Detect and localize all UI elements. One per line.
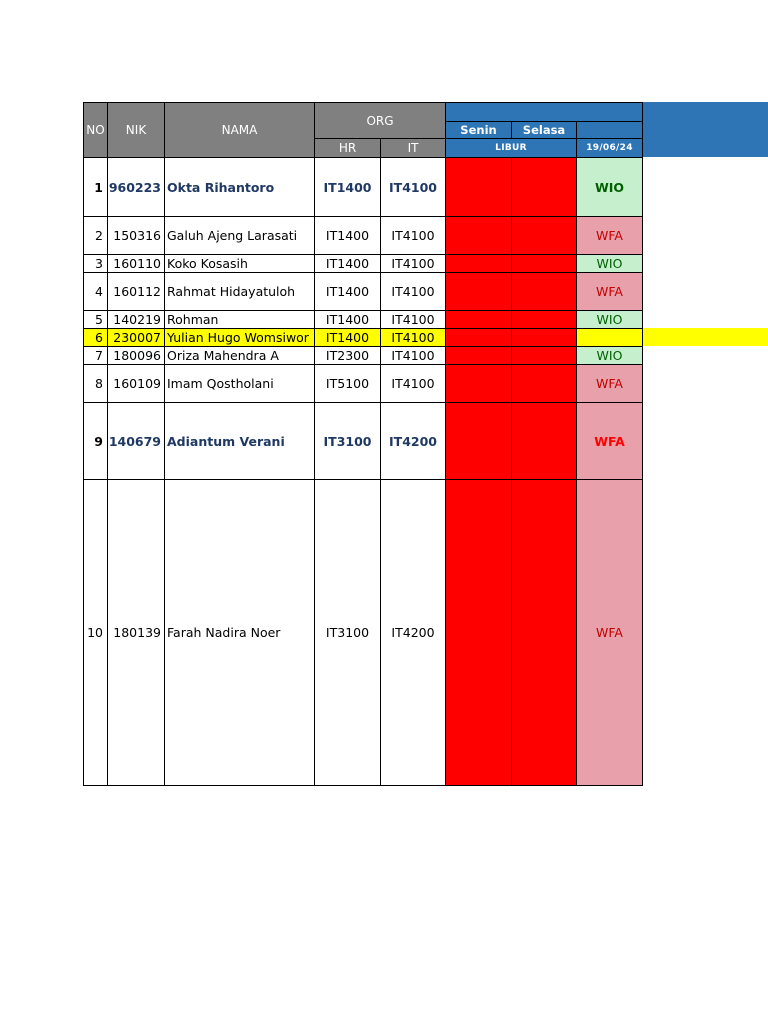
cell-it: IT4100	[381, 273, 446, 311]
cell-holiday-selasa	[512, 217, 577, 255]
cell-holiday-senin	[446, 347, 512, 365]
cell-nik: 180139	[108, 480, 165, 786]
header-libur: LIBUR	[446, 139, 577, 158]
header-org: ORG	[315, 103, 446, 139]
header-day-senin: Senin	[446, 122, 512, 139]
cell-no: 6	[84, 329, 108, 347]
header-no: NO	[84, 103, 108, 158]
cell-no: 8	[84, 365, 108, 403]
cell-nama: Adiantum Verani	[165, 403, 315, 480]
cell-holiday-selasa	[512, 255, 577, 273]
cell-it: IT4200	[381, 403, 446, 480]
cell-hr: IT1400	[315, 311, 381, 329]
cell-it: IT4100	[381, 158, 446, 217]
cell-nik: 230007	[108, 329, 165, 347]
cell-holiday-senin	[446, 365, 512, 403]
cell-status: WFA	[577, 403, 643, 480]
attendance-table	[83, 102, 643, 786]
cell-status: WFA	[577, 273, 643, 311]
table-row	[84, 365, 643, 403]
cell-hr: IT1400	[315, 329, 381, 347]
cell-status: WFA	[577, 365, 643, 403]
table-row	[84, 311, 643, 329]
header-nik: NIK	[108, 103, 165, 158]
cell-no: 9	[84, 403, 108, 480]
cell-no: 4	[84, 273, 108, 311]
cell-holiday-selasa	[512, 311, 577, 329]
cell-status	[577, 329, 643, 347]
cell-nik: 140219	[108, 311, 165, 329]
cell-holiday-selasa	[512, 273, 577, 311]
cell-nama: Okta Rihantoro	[165, 158, 315, 217]
table-row	[84, 255, 643, 273]
header-day-selasa: Selasa	[512, 122, 577, 139]
cell-it: IT4100	[381, 311, 446, 329]
cell-holiday-selasa	[512, 403, 577, 480]
cell-nama: Koko Kosasih	[165, 255, 315, 273]
cell-nama: Rohman	[165, 311, 315, 329]
cell-holiday-selasa	[512, 365, 577, 403]
cell-it: IT4100	[381, 255, 446, 273]
cell-hr: IT1400	[315, 273, 381, 311]
cell-holiday-senin	[446, 273, 512, 311]
table-row	[84, 480, 643, 786]
cell-hr: IT5100	[315, 365, 381, 403]
cell-no: 10	[84, 480, 108, 786]
cell-no: 1	[84, 158, 108, 217]
cell-hr: IT3100	[315, 480, 381, 786]
cell-holiday-selasa	[512, 329, 577, 347]
header-nama: NAMA	[165, 103, 315, 158]
table-row	[84, 273, 643, 311]
table-row	[84, 329, 643, 347]
cell-holiday-senin	[446, 329, 512, 347]
cell-holiday-senin	[446, 158, 512, 217]
cell-status: WFA	[577, 217, 643, 255]
cell-it: IT4100	[381, 329, 446, 347]
cell-hr: IT3100	[315, 403, 381, 480]
cell-hr: IT1400	[315, 255, 381, 273]
cell-holiday-senin	[446, 255, 512, 273]
cell-hr: IT2300	[315, 347, 381, 365]
cell-nama: Farah Nadira Noer	[165, 480, 315, 786]
table-row	[84, 347, 643, 365]
cell-nik: 160109	[108, 365, 165, 403]
cell-nik: 140679	[108, 403, 165, 480]
cell-no: 5	[84, 311, 108, 329]
table-row	[84, 158, 643, 217]
header-row-1	[84, 103, 643, 122]
cell-status: WIO	[577, 347, 643, 365]
header-date: 19/06/24	[577, 139, 643, 158]
table-row	[84, 403, 643, 480]
cell-status: WFA	[577, 480, 643, 786]
header-hr: HR	[315, 139, 381, 158]
cell-hr: IT1400	[315, 158, 381, 217]
cell-status: WIO	[577, 255, 643, 273]
cell-nama: Rahmat Hidayatuloh	[165, 273, 315, 311]
row-highlight-extension	[641, 328, 768, 346]
cell-no: 2	[84, 217, 108, 255]
cell-nik: 960223	[108, 158, 165, 217]
cell-no: 3	[84, 255, 108, 273]
cell-no: 7	[84, 347, 108, 365]
cell-it: IT4100	[381, 347, 446, 365]
cell-status: WIO	[577, 158, 643, 217]
cell-nama: Galuh Ajeng Larasati	[165, 217, 315, 255]
cell-nik: 180096	[108, 347, 165, 365]
cell-status: WIO	[577, 311, 643, 329]
cell-holiday-senin	[446, 480, 512, 786]
cell-nama: Imam Qostholani	[165, 365, 315, 403]
cell-holiday-senin	[446, 311, 512, 329]
cell-nama: Yulian Hugo Womsiwor	[165, 329, 315, 347]
header-week-band	[446, 103, 643, 122]
table-row	[84, 217, 643, 255]
cell-hr: IT1400	[315, 217, 381, 255]
cell-holiday-senin	[446, 403, 512, 480]
cell-holiday-selasa	[512, 347, 577, 365]
header-extension-band	[641, 102, 768, 157]
cell-nama: Oriza Mahendra A	[165, 347, 315, 365]
cell-holiday-senin	[446, 217, 512, 255]
cell-nik: 160112	[108, 273, 165, 311]
cell-nik: 160110	[108, 255, 165, 273]
cell-it: IT4100	[381, 365, 446, 403]
header-day-3	[577, 122, 643, 139]
header-it: IT	[381, 139, 446, 158]
cell-holiday-selasa	[512, 480, 577, 786]
cell-holiday-selasa	[512, 158, 577, 217]
cell-it: IT4100	[381, 217, 446, 255]
cell-nik: 150316	[108, 217, 165, 255]
cell-it: IT4200	[381, 480, 446, 786]
